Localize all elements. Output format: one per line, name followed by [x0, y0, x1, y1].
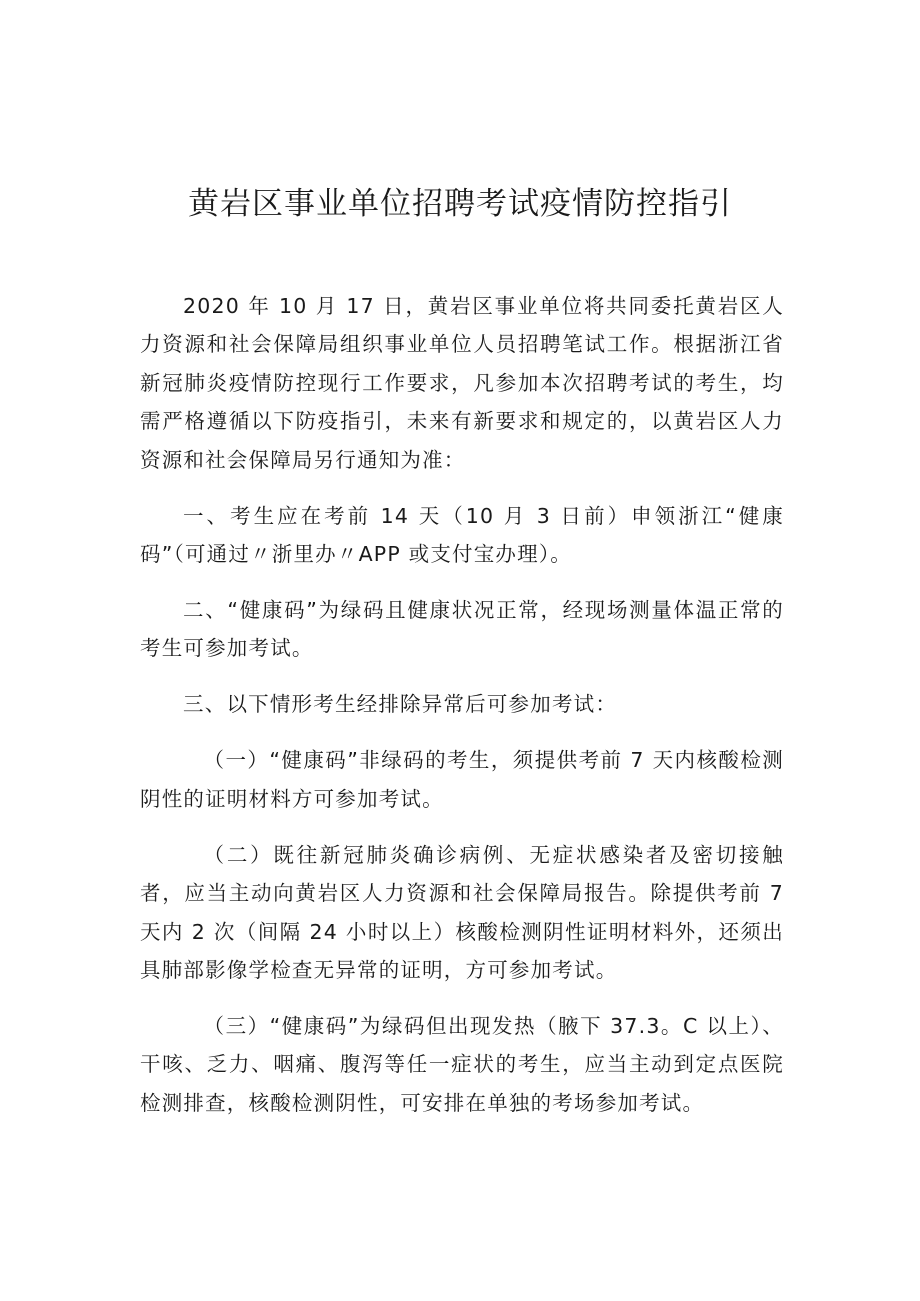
- subitem-one-paragraph: （一）“健康码”非绿码的考生，须提供考前 7 天内核酸检测阴性的证明材料方可参加考试。: [140, 748, 784, 811]
- item-three-paragraph: 三、以下情形考生经排除异常后可参加考试：: [183, 692, 618, 717]
- document-body: [140, 287, 784, 1122]
- item-one-paragraph: 一、考生应在考前 14 天（10 月 3 日前）申领浙江“健康码”（可通过〃浙里办〃APP 或支付宝办理）。: [140, 503, 784, 567]
- document-title: 黄岩区事业单位招聘考试疫情防控指引: [188, 186, 732, 222]
- intro-paragraph: 2020 年 10 月 17 日，黄岩区事业单位将共同委托黄岩区人力资源和社会保障局组织事业单位人员招聘笔试工作。根据浙江省新冠肺炎疫情防控现行工作要求，凡参加本次招聘考试的考生，均需严格遵循以下防疫指引，未来有新要求和规定的，以黄岩区人力资源和社会保障局另行通知为准：: [140, 294, 784, 472]
- subitem-three-paragraph: （三）“健康码”为绿码但出现发热（腋下 37.3。C 以上）、干咳、乏力、咽痛、腹泻等任一症状的考生，应当主动到定点医院检测排查，核酸检测阴性，可安排在单独的考场参加考试。: [140, 1014, 784, 1115]
- item-two-paragraph: 二、“健康码”为绿码且健康状况正常，经现场测量体温正常的考生可参加考试。: [140, 598, 784, 661]
- subitem-two-paragraph: （二）既往新冠肺炎确诊病例、无症状感染者及密切接触者，应当主动向黄岩区人力资源和社会保障局报告。除提供考前 7 天内 2 次（间隔 24 小时以上）核酸检测阴性证明材料外，还须出具肺部影像学检查无异常的证明，方可参加考试。: [140, 842, 784, 983]
